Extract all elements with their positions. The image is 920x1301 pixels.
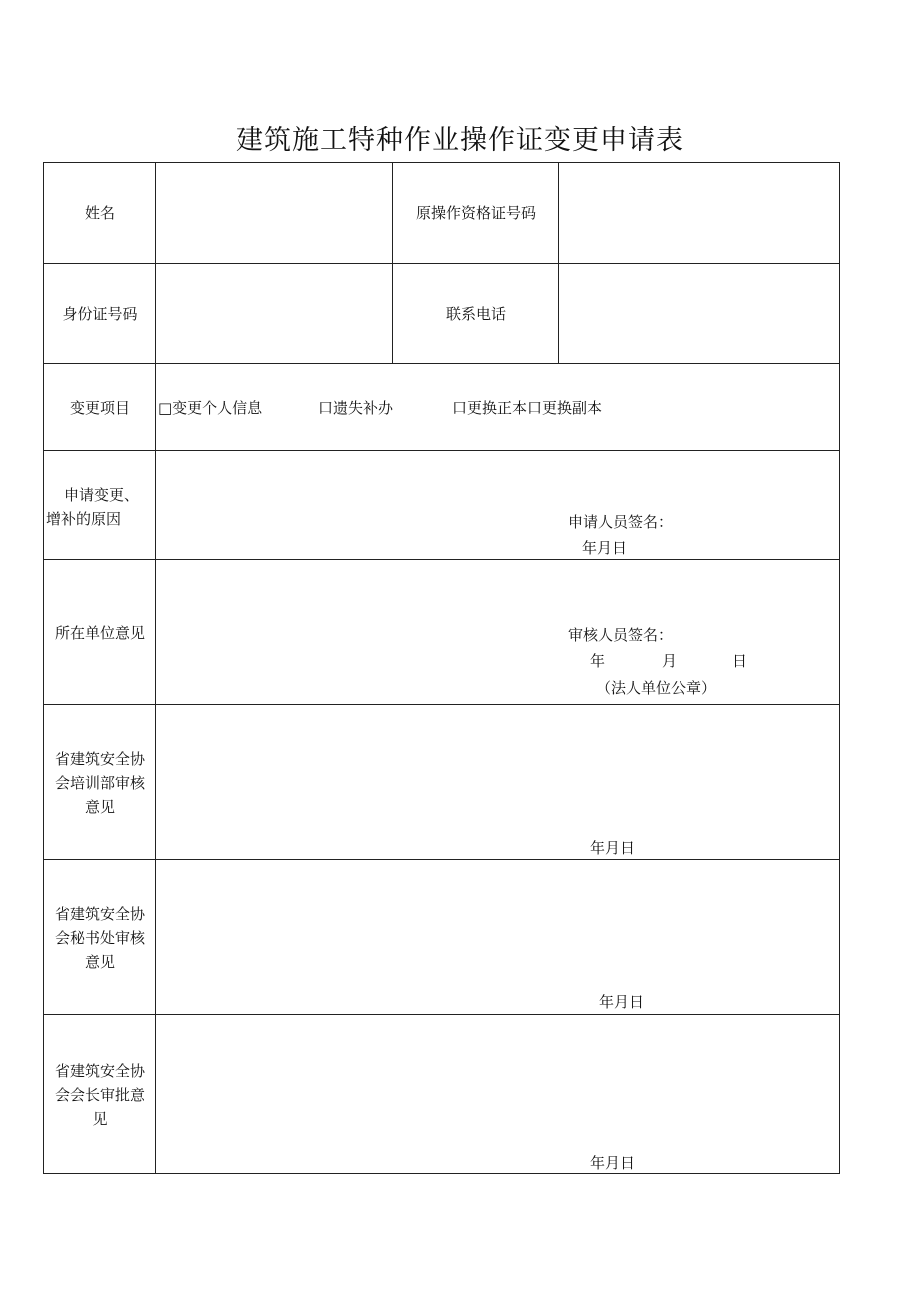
unit-seal-label: （法人单位公章） bbox=[596, 679, 717, 697]
reason-label-cell bbox=[43, 450, 155, 559]
secretary-date: 年月日 bbox=[599, 993, 645, 1011]
id-field[interactable] bbox=[155, 263, 392, 363]
unit-date-day: 日 bbox=[732, 652, 748, 670]
unit-opinion-label: 所在单位意见 bbox=[54, 624, 145, 642]
name-label: 姓名 bbox=[84, 204, 115, 222]
president-label-line3: 见 bbox=[92, 1110, 108, 1128]
training-label-line2: 会培训部审核 bbox=[54, 774, 145, 792]
president-label-line1: 省建筑安全协 bbox=[54, 1062, 145, 1080]
unit-opinion-field[interactable] bbox=[155, 559, 840, 704]
phone-label: 联系电话 bbox=[445, 305, 506, 323]
president-opinion-field[interactable] bbox=[155, 1014, 840, 1174]
form-title: 建筑施工特种作业操作证变更申请表 bbox=[236, 125, 684, 156]
reason-label-line1: 申请变更、 bbox=[64, 486, 140, 504]
secretary-label-line3: 意见 bbox=[84, 953, 115, 971]
id-label: 身份证号码 bbox=[62, 305, 138, 323]
secretary-opinion-field[interactable] bbox=[155, 859, 840, 1014]
option-change-personal-info[interactable]: □变更个人信息 bbox=[158, 399, 263, 417]
change-options-cell bbox=[155, 363, 840, 450]
reason-label-line2: 增补的原因 bbox=[46, 510, 122, 528]
reason-date: 年月日 bbox=[582, 539, 628, 557]
training-opinion-field[interactable] bbox=[155, 704, 840, 859]
application-form-table bbox=[43, 162, 840, 1174]
applicant-signature-label: 申请人员签名： bbox=[568, 513, 674, 531]
unit-opinion-label-cell bbox=[43, 559, 155, 704]
reason-field[interactable] bbox=[155, 450, 840, 559]
secretary-opinion-label-cell bbox=[43, 859, 155, 1014]
president-opinion-label-cell bbox=[43, 1014, 155, 1174]
training-label-line1: 省建筑安全协 bbox=[54, 750, 145, 768]
secretary-label-line2: 会秘书处审核 bbox=[54, 929, 145, 947]
orig-cert-field[interactable] bbox=[558, 162, 840, 263]
unit-date-year: 年 bbox=[590, 652, 606, 670]
option-lost-replacement[interactable]: 口遗失补办 bbox=[318, 399, 394, 417]
name-field[interactable] bbox=[155, 162, 392, 263]
secretary-label-line1: 省建筑安全协 bbox=[54, 905, 145, 923]
orig-cert-label: 原操作资格证号码 bbox=[415, 204, 536, 222]
training-opinion-label-cell bbox=[43, 704, 155, 859]
option-replace-original-copy[interactable]: 口更换正本口更换副本 bbox=[452, 399, 603, 417]
phone-field[interactable] bbox=[558, 263, 840, 363]
reviewer-signature-label: 审核人员签名： bbox=[568, 626, 674, 644]
phone-label-cell bbox=[392, 263, 558, 363]
unit-date-month: 月 bbox=[662, 652, 678, 670]
president-label-line2: 会会长审批意 bbox=[54, 1086, 145, 1104]
id-label-cell bbox=[43, 263, 155, 363]
orig-cert-label-cell bbox=[392, 162, 558, 263]
name-label-cell bbox=[43, 162, 155, 263]
training-date: 年月日 bbox=[590, 839, 636, 857]
change-item-label-cell bbox=[43, 363, 155, 450]
training-label-line3: 意见 bbox=[84, 798, 115, 816]
president-date: 年月日 bbox=[590, 1154, 636, 1172]
change-item-label: 变更项目 bbox=[69, 399, 130, 417]
